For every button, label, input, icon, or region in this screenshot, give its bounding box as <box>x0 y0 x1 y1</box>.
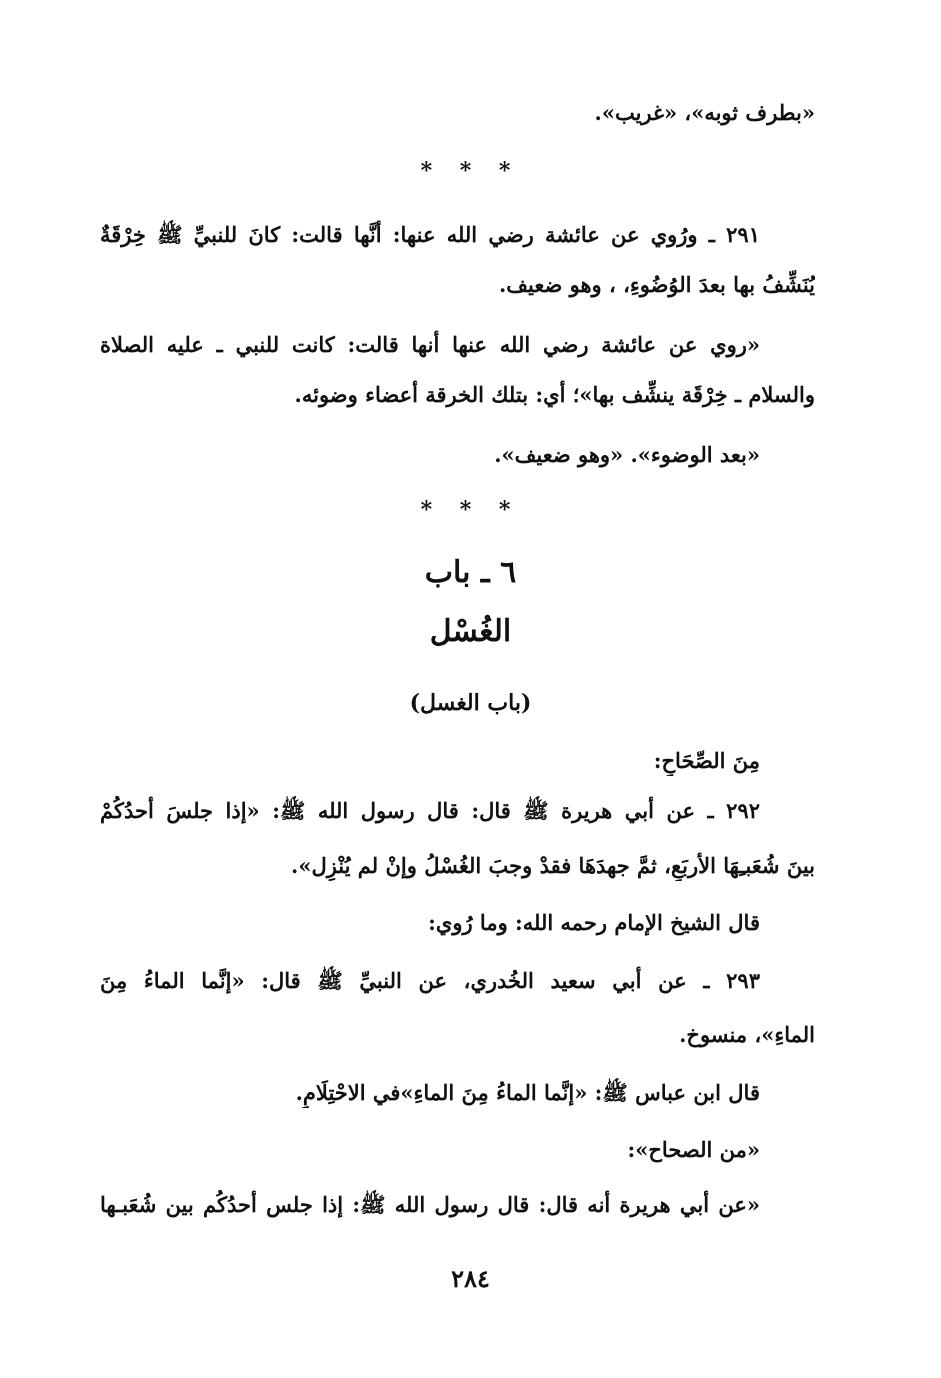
section-separator: * * * <box>420 158 521 184</box>
section-separator: * * * <box>420 497 521 523</box>
text-line: «من الصحاح»: <box>627 1137 760 1162</box>
text-line: «بعد الوضوء». «وهو ضعيف». <box>494 442 760 467</box>
text-line: والسلام ـ خِرْقَة ينشِّف بها»؛ أي: بتلك الخرقة أعضاء وضوئه. <box>294 382 815 407</box>
page-number: ٢٨٤ <box>451 1264 490 1293</box>
text-line: الماءِ»، منسوخ. <box>679 1022 815 1047</box>
section-title: الغُسْل <box>429 614 512 649</box>
text-line: قال الشيخ الإمام رحمه الله: وما رُوي: <box>428 910 760 935</box>
text-line: «روي عن عائشة رضي الله عنها أنها قالت: كانت للنبي ـ عليه الصلاة <box>100 332 760 357</box>
text-line: «بطرف ثوبه»، «غريب». <box>594 100 815 125</box>
section-subtitle: (باب الغسل) <box>409 690 532 716</box>
text-line: بينَ شُعَبـِهَا الأربَعِ، ثمَّ جهدَهَا فقدْ وجبَ الغُسْلُ وإنْ لم يُنْزِل». <box>291 853 815 878</box>
text-line: ٢٩٣ ـ عن أبي سعيد الخُدري، عن النبيِّ ﷺ قال: «إنَّما الماءُ مِنَ <box>100 968 760 993</box>
text-line: ٢٩١ ـ ورُوي عن عائشة رضي الله عنها: أنَّها قالت: كانَ للنبيِّ ﷺ خِرْقَةٌ <box>100 222 760 247</box>
chapter-heading: ٦ ـ باب <box>424 555 517 590</box>
text-line: «عن أبي هريرة أنه قال: قال رسول الله ﷺ: إذا جلس أحدُكُم بين شُعَبـها <box>100 1192 760 1217</box>
text-line: مِنَ الصِّحَاحِ: <box>653 748 760 773</box>
text-line: يُنَشِّفُ بها بعدَ الوُضُوءِ، ، وهو ضعيف. <box>498 272 815 297</box>
text-line: قال ابن عباس ﷺ: «إنَّما الماءُ مِنَ الماءِ»في الاحْتِلَامِ. <box>295 1080 760 1105</box>
text-line: ٢٩٢ ـ عن أبي هريرة ﷺ قال: قال رسول الله ﷺ: «إذا جلسَ أحدُكُمْ <box>100 798 760 823</box>
